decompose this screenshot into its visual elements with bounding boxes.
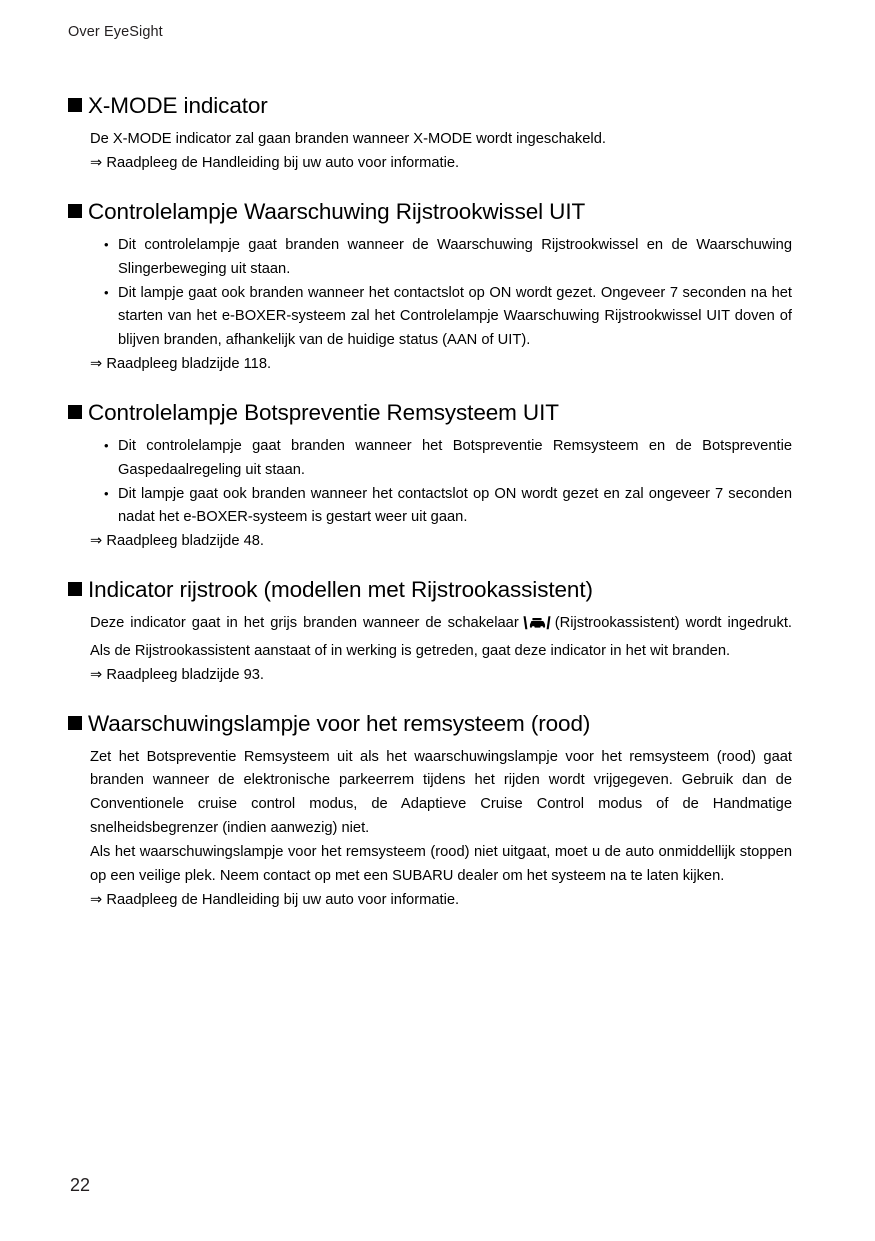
spacer [68, 176, 792, 198]
list-item: • Dit controlelampje gaat branden wanneer de Waarschuwing Rijstrookwissel en de Waarschuwing Slingerbeweging uit staan. [102, 234, 792, 282]
square-bullet-icon [68, 98, 82, 112]
spacer [68, 688, 792, 710]
section-heading [68, 198, 792, 226]
page-content [68, 92, 792, 912]
section-heading [68, 576, 792, 604]
paragraph: De X-MODE indicator zal gaan branden wanneer X-MODE wordt ingeschakeld. [90, 131, 606, 148]
paragraph: Zet het Botspreventie Remsysteem uit als het waarschuwingslampje voor het remsysteem (rood) gaat branden wanneer de elektronische parkeerrem tijdens het rijden wordt vrijgegeven. Gebruik dan de Conventionele cruise control modus, de Adaptieve Cruise Control modus of de Handmatige snelheidsbegrenzer (indien aanwezig) niet. [90, 748, 792, 837]
section-heading-text: Controlelampje Waarschuwing Rijstrookwissel UIT [88, 198, 586, 224]
section-heading [68, 92, 792, 120]
paragraph-with-icon [90, 612, 792, 664]
reference-line: ⇒ Raadpleeg bladzijde 48. [90, 533, 264, 550]
reference-line: ⇒ Raadpleeg de Handleiding bij uw auto voor informatie. [90, 154, 460, 171]
section-heading [68, 399, 792, 427]
section-body [90, 746, 792, 913]
section-x-mode-indicator [68, 92, 792, 176]
section-lane-departure-warning-off [68, 198, 792, 377]
bullet-list [102, 435, 792, 530]
paragraph: Als het waarschuwingslampje voor het remsysteem (rood) niet uitgaat, moet u de auto onmiddellijk stoppen op een veilige plek. Neem contact op met een SUBARU dealer om het systeem na te laten kijken. [90, 843, 792, 884]
list-item: • Dit lampje gaat ook branden wanneer het contactslot op ON wordt gezet. Ongeveer 7 seconden na het starten van het e-BOXER-systeem zal het Controlelampje Waarschuwing Rijstrookwissel UIT doven of blijven branden, afhankelijk van de huidige status (AAN of UIT). [102, 282, 792, 353]
section-heading-text: Waarschuwingslampje voor het remsysteem (rood) [88, 710, 591, 736]
paragraph-text-after-icon: (Rijstrookassistent) wordt ingedrukt. Als de Rijstrookassistent aanstaat of in werking is getreden, gaat deze indicator in het wit branden. [90, 615, 792, 659]
section-heading [68, 710, 792, 738]
spacer [68, 554, 792, 576]
reference-line: ⇒ Raadpleeg bladzijde 93. [90, 666, 264, 683]
spacer [68, 377, 792, 399]
section-heading-text: Controlelampje Botspreventie Remsysteem UIT [88, 399, 559, 425]
square-bullet-icon [68, 405, 82, 419]
section-lane-indicator [68, 576, 792, 688]
list-item: • Dit controlelampje gaat branden wanneer het Botspreventie Remsysteem en de Botspreventie Gaspedaalregeling uit staan. [102, 435, 792, 483]
page-number: 22 [70, 1175, 91, 1195]
paragraph-text-before-icon: Deze indicator gaat in het grijs branden wanneer de schakelaar [90, 615, 519, 632]
list-item: • Dit lampje gaat ook branden wanneer het contactslot op ON wordt gezet en zal ongeveer 7 seconden nadat het e-BOXER-systeem is gestart weer uit gaan. [102, 483, 792, 531]
bullet-list [102, 234, 792, 353]
section-body [90, 435, 792, 554]
reference-line: ⇒ Raadpleeg de Handleiding bij uw auto voor informatie. [90, 891, 460, 908]
square-bullet-icon [68, 582, 82, 596]
section-heading-text: X-MODE indicator [88, 93, 268, 118]
running-head: Over EyeSight [68, 24, 163, 40]
square-bullet-icon [68, 204, 82, 218]
section-heading-text: Indicator rijstrook (modellen met Rijstrookassistent) [88, 576, 593, 602]
reference-line: ⇒ Raadpleeg bladzijde 118. [90, 355, 272, 372]
square-bullet-icon [68, 716, 82, 730]
lane-keep-assist-icon [522, 615, 552, 640]
section-brake-system-warning-light [68, 710, 792, 913]
section-body [90, 612, 792, 687]
section-pre-collision-braking-off [68, 399, 792, 554]
section-body [90, 234, 792, 377]
section-body [90, 128, 792, 176]
